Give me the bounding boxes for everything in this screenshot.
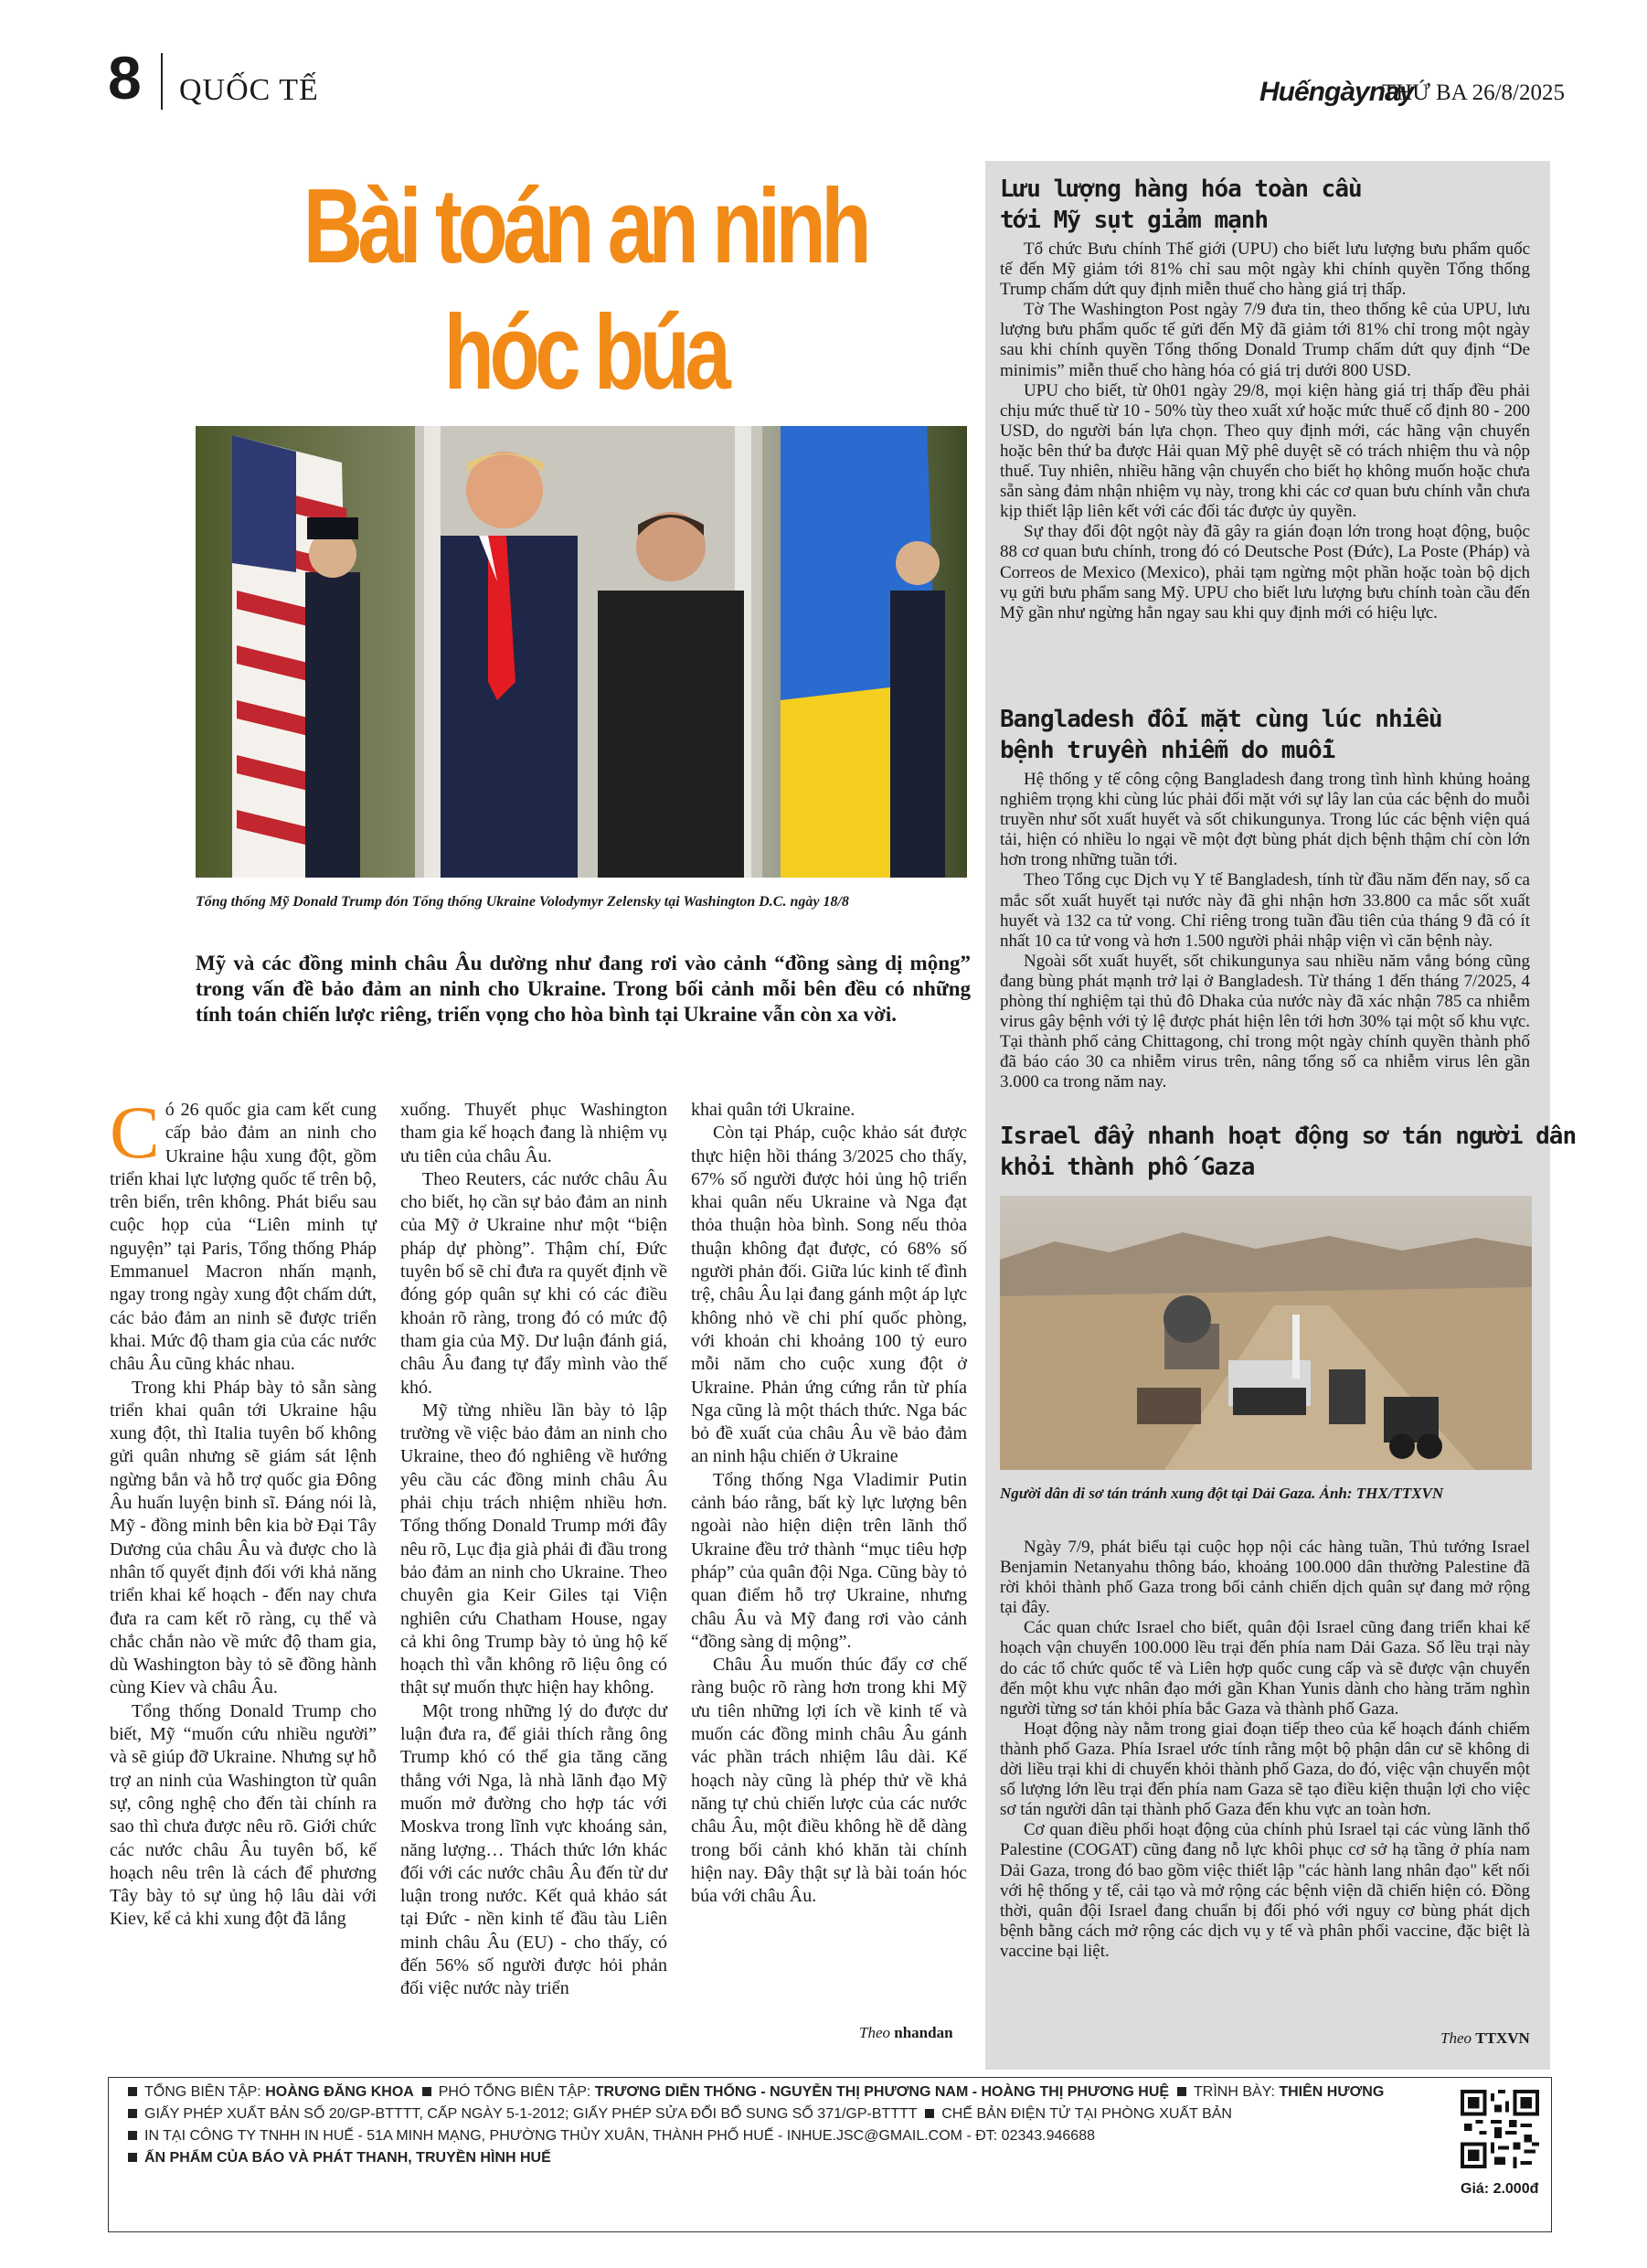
article-paragraph: Một trong những lý do được dư luận đưa ra, để giải thích rằng ông Trump khó có thể gia tăng căng thẳng với Nga, là nhà lãnh đạo Mỹ muốn mở đường cho hợp tác với Moskva trong lĩnh vực khoáng sản, năng lượng… Thách thức lớn khác đối với các nước châu Âu đến từ dư luận trong nước. Kết quả khảo sát tại Đức - nền kinh tế đầu tàu Liên minh châu Âu (EU) - cho thấy, có đến 56% số người được hỏi phản đối việc nước này triển	[400, 1700, 667, 1999]
sidebar-paragraph: Tổ chức Bưu chính Thế giới (UPU) cho biết lưu lượng bưu phẩm quốc tế đến Mỹ giảm tới 81% chỉ sau một ngày khi chính quyền Tổng thống Trump chấm dứt quy định miễn thuế cho hàng giá trị thấp.	[1000, 240, 1530, 300]
sidebar-headline-line: tới Mỹ sụt giảm mạnh	[1000, 207, 1269, 234]
sidebar-paragraph: Tờ The Washington Post ngày 7/9 đưa tin, theo thống kê của UPU, lưu lượng bưu phẩm quốc tế gửi đến Mỹ đã giảm tới 81% chỉ trong một ngày sau khi chính quyền Tổng thống Donald Trump chấm dứt quy định “De minimis” miễn thuế cho hàng hóa có giá trị dưới 800 USD.	[1000, 300, 1530, 380]
article-paragraph: Tổng thống Donald Trump cho biết, Mỹ “muốn cứu nhiều người” và sẽ giúp đỡ Ukraine. Nhưng sự hỗ trợ an ninh của Washington từ quân sự, công nghệ cho đến tài chính ra sao thì chưa được nêu rõ. Giới chức các nước châu Âu tuyên bố, kế hoạch nêu trên là cách để phương Tây bày tỏ sự ủng hộ lâu dài với Kiev, kể cả khi xung đột đã lắng	[110, 1700, 377, 1930]
sidebar-paragraph: Các quan chức Israel cho biết, quân đội Israel cũng đang triển khai kế hoạch vận chuyển 100.000 lều trại đến phía nam Dải Gaza. Số lều trại này do các tổ chức quốc tế và Liên hợp quốc cung cấp và sẽ được vận chuyển đến một khu vực nhân đạo mới gần Khan Yunis dành cho hàng trăm nghìn người từng sơ tán khỏi phía bắc Gaza và thành phố Gaza.	[1000, 1618, 1530, 1719]
sidebar-paragraph: Theo Tổng cục Dịch vụ Y tế Bangladesh, tính từ đầu năm đến nay, số ca mắc sốt xuất huyết tại nước này đã ghi nhận hơn 33.800 ca mắc sốt xuất huyết và 132 ca tử vong. Chỉ riêng trong tuần đầu tiên của tháng 9 đã có ít nhất 10 ca tử vong và hơn 1.500 người phải nhập viện vì căn bệnh này.	[1000, 870, 1530, 951]
main-photo-caption: Tổng thống Mỹ Donald Trump đón Tổng thống Ukraine Volodymyr Zelensky tại Washington D.C. ngày 18/8	[196, 894, 849, 910]
sidebar-headline-3	[1000, 1121, 1576, 1183]
article-paragraph: khai quân tới Ukraine.	[691, 1100, 855, 1120]
sidebar-headline-line: Lưu lượng hàng hóa toàn cầu	[1000, 176, 1362, 203]
bullet-square-icon	[128, 2153, 137, 2162]
article-column-2	[400, 1099, 667, 2001]
page-number: 8	[108, 44, 142, 112]
qr-code-graphic	[1461, 2090, 1539, 2168]
sidebar-headline-2	[1000, 704, 1442, 766]
sidebar-story-2-text	[1000, 770, 1530, 1093]
sidebar-paragraph: Ngoài sốt xuất huyết, sốt chikungunya sau nhiều năm vắng bóng cũng đang bùng phát mạnh trở lại ở Bangladesh. Từ tháng 1 đến tháng 7/2025, 4 phòng thí nghiệm tại thủ đô Dhaka của nước này đã xác nhận 785 ca nhiễm virus gây bệnh với tỷ lệ được phát hiện lên tới hơn 30% tại một số khu vực. Tại thành phố cảng Chittagong, chỉ trong một ngày chính quyền thành phố đã báo cáo 30 ca nhiễm virus trên, nâng tổng số ca nhiễm virus lên gần 3.000 ca trong năm nay.	[1000, 951, 1530, 1092]
sidebar-paragraph: Cơ quan điều phối hoạt động của chính phủ Israel tại các vùng lãnh thổ Palestine (COGAT) cũng đang nỗ lực khôi phục cơ sở hạ tầng ở phía nam Dải Gaza, trong đó bao gồm việc thiết lập "các hành lang nhân đạo" kết nối với hệ thống y tế, cải tạo và mở rộng các bệnh viện dã chiến hiện có. Đồng thời, quân đội Israel đang chuẩn bị đối phó với nguy cơ bùng phát dịch bệnh bằng cách mở rộng các dịch vụ y tế và phân phối vaccine, đặc biệt là vaccine bại liệt.	[1000, 1820, 1530, 1961]
sidebar-headline-line: Bangladesh đối mặt cùng lúc nhiều	[1000, 706, 1442, 733]
article-paragraph: Trong khi Pháp bày tỏ sẵn sàng triển khai quân tới Ukraine hậu xung đột, thì Italia tuyên bố không gửi quân nhưng sẽ giám sát lệnh ngừng bắn và hỗ trợ quốc gia Đông Âu huấn luyện binh sĩ. Đáng nói là, Mỹ - đồng minh bên kia bờ Đại Tây Dương của châu Âu và được cho là nhân tố quyết định đối với khả năng triển khai kế hoạch - đến nay chưa đưa ra cam kết rõ ràng, cụ thể và chắc chắn nào về mức độ tham gia, dù Washington bày tỏ sẽ đồng hành cùng Kiev và châu Âu.	[110, 1377, 377, 1698]
bullet-square-icon	[128, 2087, 137, 2096]
sidebar-paragraph: Hoạt động này nằm trong giai đoạn tiếp theo của kế hoạch đánh chiếm thành phố Gaza. Phía Israel ước tính rằng một bộ phận dân cư sẽ không di dời liều trại khi di chuyển khỏi thành phố Gaza, do đó, việc vận chuyển một số lượng lớn lều trại đến phía nam Gaza sẽ tạo điều kiện thuận lợi cho việc sơ tán người dân tại thành phố Gaza đến khu vực an toàn hơn.	[1000, 1719, 1530, 1820]
trump-zelensky-photo-illustration	[196, 426, 967, 878]
byline-name: nhandan	[894, 2024, 953, 2041]
article-paragraph: Tổng thống Nga Vladimir Putin cảnh báo rằng, bất kỳ lực lượng bên ngoài nào hiện diện trên lãnh thổ Ukraine đều trở thành “mục tiêu hợp pháp” của quân đội Nga. Cũng bày tỏ quan điểm hỗ trợ Ukraine, nhưng châu Âu và Mỹ đang rơi vào cảnh “đồng sàng dị mộng”.	[691, 1469, 967, 1652]
sidebar-headline-line: bệnh truyền nhiễm do muỗi	[1000, 737, 1335, 764]
sidebar-byline	[1440, 2029, 1530, 2048]
article-byline	[859, 2024, 953, 2042]
footer-key: PHÓ TỔNG BIÊN TẬP:	[438, 2084, 591, 2100]
article-paragraph: Châu Âu muốn thúc đẩy cơ chế ràng buộc rõ ràng hơn trong khi Mỹ ưu tiên những lợi ích về kinh tế và muốn các đồng minh châu Âu gánh vác phần trách nhiệm lâu dài. Kế hoạch này cũng là phép thử về khả năng tự chủ chiến lược của các nước châu Âu, một điều không hề dễ dàng trong bối cảnh khó khăn tài chính hiện nay. Đây thật sự là bài toán hóc búa với châu Âu.	[691, 1655, 967, 1907]
bullet-square-icon	[925, 2109, 934, 2118]
gaza-evacuation-photo-illustration	[1000, 1196, 1532, 1470]
footer-value: THIÊN HƯƠNG	[1279, 2084, 1385, 2100]
footer-line-editors	[128, 2084, 1384, 2101]
footer-value: TRƯƠNG DIỄN THỐNG - NGUYỄN THỊ PHƯƠNG NAM - HOÀNG THỊ PHƯƠNG HUỆ	[594, 2084, 1170, 2100]
bullet-square-icon	[128, 2131, 137, 2140]
bullet-square-icon	[422, 2087, 431, 2096]
price: Giá: 2.000đ	[1461, 2181, 1539, 2197]
sidebar-paragraph: UPU cho biết, từ 0h01 ngày 29/8, mọi kiện hàng giá trị thấp đều phải chịu mức thuế từ 10 - 50% tùy theo xuất xứ hoặc mức thuế cố định 80 - 200 USD, do người bán lựa chọn. Theo quy định mới, các hãng vận chuyển hoặc bên thứ ba được Hải quan Mỹ phê duyệt sẽ có trách nhiệm thu và nộp thuế. Tuy nhiên, nhiều hãng vận chuyển cho biết họ không muốn hoặc chưa sẵn sàng đảm nhận nhiệm vụ này, trong khi các cơ quan bưu chính vẫn chưa kịp thiết lập liên kết với các đối tác được ủy quyền.	[1000, 380, 1530, 522]
newspaper-logo: Huếngàynay	[1259, 77, 1414, 107]
header-divider	[161, 53, 163, 110]
sidebar-paragraph: Sự thay đổi đột ngột này đã gây ra gián đoạn lớn trong hoạt động, buộc 88 cơ quan bưu chính, trong đó có Deutsche Post (Đức), La Poste (Pháp) và Correos de Mexico (Mexico), phải tạm ngừng một phần hoặc toàn bộ dịch vụ gửi bưu phẩm sang Mỹ. UPU cho biết lưu lượng bưu chính toàn cầu đến Mỹ gần như ngừng hẳn ngay sau khi quy định mới có hiệu lực.	[1000, 522, 1530, 623]
sidebar-story-1-text	[1000, 240, 1530, 623]
sidebar-paragraph: Hệ thống y tế công cộng Bangladesh đang trong tình hình khủng hoảng nghiêm trọng khi cùng lúc phải đối mặt với sự lây lan của các bệnh do muỗi truyền như sốt xuất huyết và sốt chikungunya. Trong lúc các bệnh viện quá tải, hiện có nhiều lo ngại về một đợt bùng phát dịch bệnh thậm chí còn lớn hơn trong những tuần tới.	[1000, 770, 1530, 870]
sidebar-headline-line: Israel đẩy nhanh hoạt động sơ tán người dân	[1000, 1123, 1577, 1150]
qr-code	[1461, 2090, 1539, 2168]
footer-line-license	[128, 2106, 1232, 2123]
footer-value: ẤN PHẨM CỦA BÁO VÀ PHÁT THANH, TRUYỀN HÌNH HUẾ	[144, 2150, 551, 2166]
footer-value: HOÀNG ĐĂNG KHOA	[265, 2084, 414, 2100]
byline-source: Theo	[859, 2024, 890, 2041]
byline-source: Theo	[1440, 2029, 1472, 2047]
article-paragraph: ó 26 quốc gia cam kết cung cấp bảo đảm an ninh cho Ukraine hậu xung đột, gồm triển khai lực lượng quốc tế trên bộ, trên biển, trên không. Phát biểu sau cuộc họp của “Liên minh tự nguyện” tại Paris, Tổng thống Pháp Emmanuel Macron nhấn mạnh, ngay trong ngày xung đột chấm dứt, các bảo đảm an ninh sẽ được triển khai. Mức độ tham gia của các nước châu Âu cũng khác nhau.	[110, 1100, 377, 1375]
bullet-square-icon	[128, 2109, 137, 2118]
article-paragraph: Mỹ từng nhiều lần bày tỏ lập trường về việc bảo đảm an ninh cho Ukraine, theo đó nghiêng về hướng yêu cầu các đồng minh châu Âu phải chịu trách nhiệm nhiều hơn. Tổng thống Donald Trump mới đây nêu rõ, Lục địa già phải đi đầu trong bảo đảm an ninh cho Ukraine. Theo chuyên gia Keir Giles tại Viện nghiên cứu Chatham House, ngay cả khi ông Trump bày tỏ ủng hộ kế hoạch thì vẫn không rõ liệu ông có thật sự muốn thực hiện hay không.	[400, 1400, 667, 1698]
article-column-1	[110, 1091, 377, 1932]
article-paragraph: Theo Reuters, các nước châu Âu cho biết, họ cần sự bảo đảm an ninh của Mỹ ở Ukraine như một “biện pháp dự phòng”. Thậm chí, Đức tuyên bố sẽ chỉ đưa ra quyết định về đóng góp quân sự khi có các điều khoản rõ ràng, trong đó có mức độ tham gia của Mỹ. Dư luận đánh giá, châu Âu đang tự đẩy mình vào thế khó.	[400, 1168, 667, 1398]
footer-key: CHẾ BẢN ĐIỆN TỬ TẠI PHÒNG XUẤT BẢN	[941, 2106, 1232, 2122]
bullet-square-icon	[1177, 2087, 1186, 2096]
sidebar-headline-1	[1000, 174, 1362, 236]
issue-date: THỨ BA 26/8/2025	[1382, 80, 1565, 105]
drop-cap: C	[110, 1091, 160, 1174]
footer-key: IN TẠI CÔNG TY TNHH IN HUẾ - 51A MINH MẠNG, PHƯỜNG THỦY XUÂN, THÀNH PHỐ HUẾ - INHUE.JSC@GMAIL.COM - ĐT: 02343.946688	[144, 2128, 1095, 2144]
article-paragraph: xuống. Thuyết phục Washington tham gia kế hoạch đang là nhiệm vụ ưu tiên của châu Âu.	[400, 1100, 667, 1166]
footer-key: GIẤY PHÉP XUẤT BẢN SỐ 20/GP-BTTTT, CẤP NGÀY 5-1-2012; GIẤY PHÉP SỬA ĐỔI BỔ SUNG SỐ 371/GP-BTTTT	[144, 2106, 918, 2122]
article-column-3	[691, 1099, 967, 1908]
gaza-photo	[1000, 1196, 1532, 1470]
article-paragraph: Còn tại Pháp, cuộc khảo sát được thực hiện hồi tháng 3/2025 cho thấy, 67% số người được hỏi ủng hộ triển khai quân nếu Ukraine và Nga đạt thỏa thuận hòa bình. Song nếu thỏa thuận không đạt được, có 68% số người phản đối. Giữa lúc kinh tế đình trệ, châu Âu lại đang gánh một áp lực không nhỏ về chi phí quốc phòng, với khoản chi khoảng 100 tỷ euro mỗi năm cho cuộc xung đột ở Ukraine. Phản ứng cứng rắn từ phía Nga cũng là một thách thức. Nga bác bỏ đề xuất của châu Âu về bảo đảm an ninh hậu chiến ở Ukraine	[691, 1123, 967, 1467]
main-photo	[196, 426, 967, 878]
sidebar-headline-line: khỏi thành phố Gaza	[1000, 1154, 1255, 1181]
footer-key: TRÌNH BÀY:	[1193, 2084, 1275, 2100]
gaza-photo-caption: Người dân di sơ tán tránh xung đột tại Dải Gaza. Ảnh: THX/TTXVN	[1000, 1485, 1444, 1502]
section-name: QUỐC TẾ	[179, 73, 319, 107]
byline-name: TTXVN	[1475, 2029, 1530, 2047]
footer-line-printer	[128, 2128, 1095, 2145]
sidebar-story-3-text	[1000, 1538, 1530, 1962]
headline-line-1: Bài toán an ninh hóc búa	[303, 166, 867, 411]
article-lead: Mỹ và các đồng minh châu Âu dường như đang rơi vào cảnh “đồng sàng dị mộng” trong vấn đề bảo đảm an ninh cho Ukraine. Trong bối cảnh mỗi bên đều có những tính toán chiến lược riêng, triển vọng cho hòa bình tại Ukraine vẫn còn xa vời.	[196, 952, 971, 1026]
footer-key: TỔNG BIÊN TẬP:	[144, 2084, 261, 2100]
footer-line-publisher	[128, 2150, 551, 2167]
sidebar-paragraph: Ngày 7/9, phát biểu tại cuộc họp nội các hàng tuần, Thủ tướng Israel Benjamin Netanyahu thông báo, khoảng 100.000 dân thường Palestine đã rời khỏi thành phố Gaza trong bối cảnh chiến dịch quân sự đang mở rộng tại đây.	[1000, 1538, 1530, 1618]
